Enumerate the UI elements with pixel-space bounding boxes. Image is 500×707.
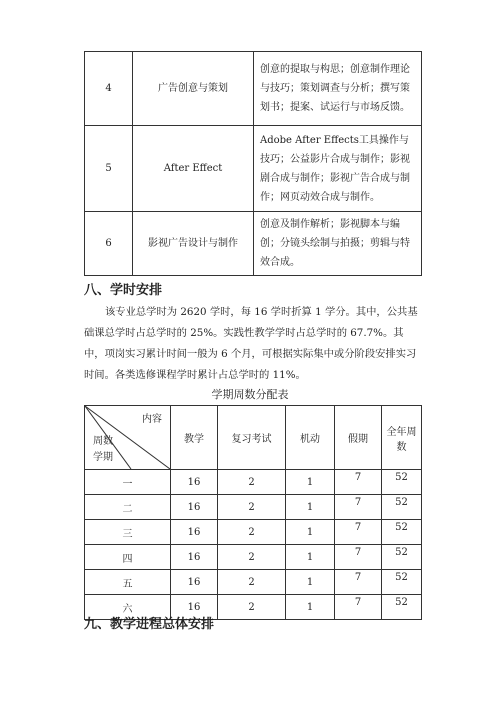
table-cell: 1: [286, 495, 335, 520]
column-header: 机动: [286, 406, 335, 470]
term-cell: 二: [85, 495, 171, 520]
table-row: [85, 212, 422, 276]
table-row: [85, 495, 422, 520]
table-cell: 7: [335, 520, 382, 545]
term-cell: 三: [85, 520, 171, 545]
table-cell: 52: [382, 545, 422, 570]
column-header: 全年周数: [382, 406, 422, 470]
table-cell: 16: [171, 470, 218, 495]
table-cell: 52: [382, 595, 422, 620]
table-cell: 7: [335, 570, 382, 595]
table-row: [85, 126, 422, 212]
course-number: 6: [85, 212, 133, 276]
week-table: [84, 405, 422, 620]
course-number: 4: [85, 52, 133, 126]
section-heading: 八、学时安排: [84, 283, 163, 298]
course-description: Adobe After Effects工具操作与技巧；公益影片合成与制作；影视剧合成与制作；影视广告合成与制作；网页动效合成与制作。: [254, 126, 422, 212]
diagonal-header-cell: [85, 406, 171, 470]
table-cell: 1: [286, 595, 335, 620]
table-cell: 2: [218, 595, 286, 620]
table-row: [85, 570, 422, 595]
table-cell: 7: [335, 495, 382, 520]
table-cell: 2: [218, 570, 286, 595]
table-cell: 7: [335, 545, 382, 570]
column-header: 复习考试: [218, 406, 286, 470]
course-name: 影视广告设计与制作: [133, 212, 254, 276]
table-cell: 2: [218, 495, 286, 520]
term-cell: 五: [85, 570, 171, 595]
table-row: [85, 520, 422, 545]
table-cell: 2: [218, 520, 286, 545]
table-cell: 2: [218, 545, 286, 570]
term-cell: 一: [85, 470, 171, 495]
table-cell: 16: [171, 520, 218, 545]
corner-label-weeks: 周数: [93, 436, 113, 447]
term-cell: 六: [85, 595, 171, 620]
corner-label-content: 内容: [142, 414, 162, 425]
column-header: 假期: [335, 406, 382, 470]
course-name: After Effect: [133, 126, 254, 212]
table-cell: 16: [171, 495, 218, 520]
section-heading: 九、教学进程总体安排: [84, 617, 215, 632]
table-row: [85, 52, 422, 126]
column-header: 教学: [171, 406, 218, 470]
table-cell: 16: [171, 545, 218, 570]
course-table: [84, 51, 422, 276]
table-caption: 学期周数分配表: [211, 388, 289, 401]
table-cell: 1: [286, 470, 335, 495]
table-cell: 7: [335, 595, 382, 620]
table-cell: 1: [286, 570, 335, 595]
table-cell: 2: [218, 470, 286, 495]
body-paragraph: 该专业总学时为 2620 学时，每 16 学时折算 1 学分。其中，公共基础课总学时占总学时的 25%。实践性教学学时占总学时的 67.7%。其中，项岗实习累计时间一般为 6 个月，可根据实际集中或分阶段安排实习时间。各类选修课程学时累计占总学时的 11%。: [84, 306, 418, 381]
table-header-row: [85, 406, 422, 470]
corner-label-term: 学期: [93, 452, 113, 463]
course-description: 创意的提取与构思；创意制作理论与技巧；策划调查与分析；撰写策划书；提案、试运行与市场反馈。: [254, 52, 422, 126]
table-cell: 52: [382, 495, 422, 520]
table-cell: 16: [171, 570, 218, 595]
table-cell: 52: [382, 570, 422, 595]
table-row: [85, 470, 422, 495]
table-cell: 52: [382, 520, 422, 545]
course-number: 5: [85, 126, 133, 212]
table-cell: 7: [335, 470, 382, 495]
table-cell: 16: [171, 595, 218, 620]
course-description: 创意及制作解析；影视脚本与编创；分镜头绘制与拍摄；剪辑与特效合成。: [254, 212, 422, 276]
term-cell: 四: [85, 545, 171, 570]
table-cell: 1: [286, 520, 335, 545]
course-name: 广告创意与策划: [133, 52, 254, 126]
table-cell: 1: [286, 545, 335, 570]
table-cell: 52: [382, 470, 422, 495]
table-row: [85, 545, 422, 570]
